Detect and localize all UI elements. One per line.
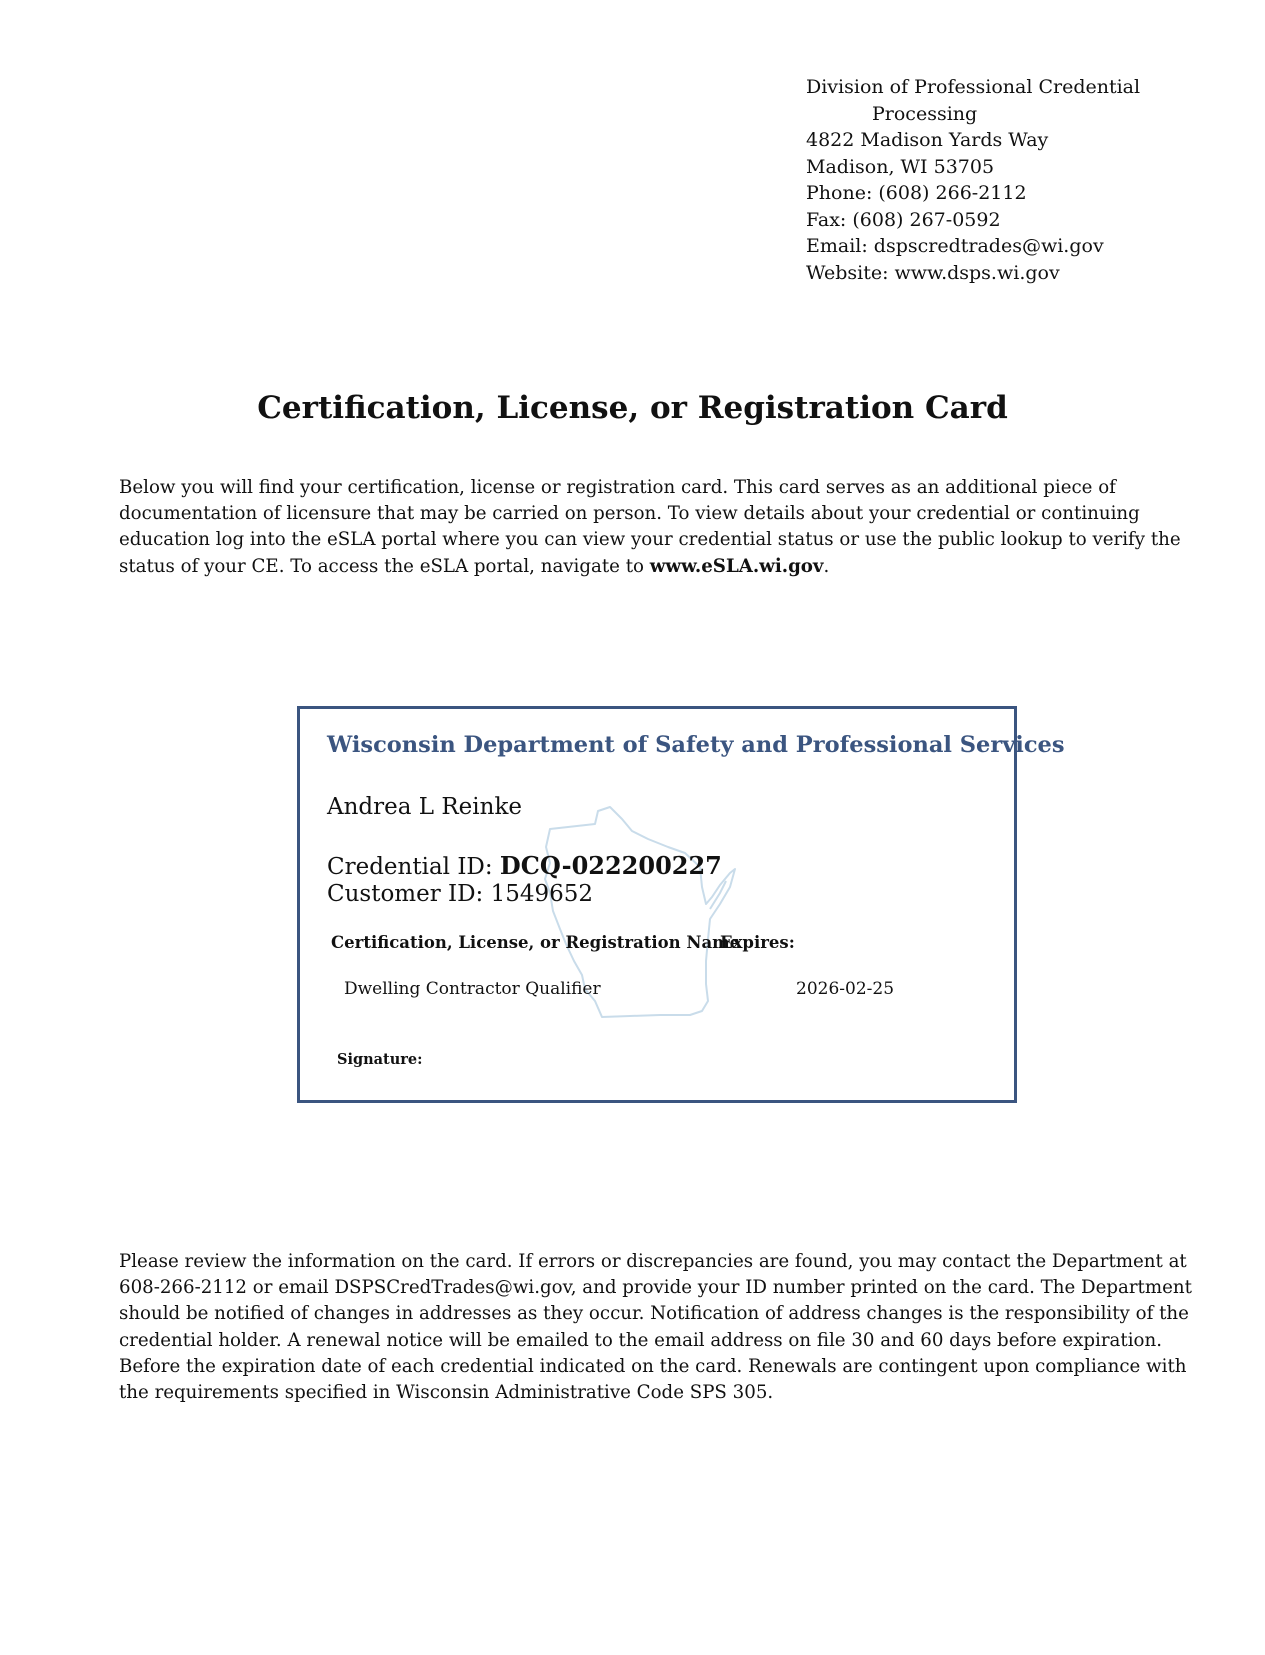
wisconsin-map-icon xyxy=(540,789,755,1039)
closing-paragraph: Please review the information on the card. If errors or discrepancies are found, you may contact the Department at 608-266-2112 or email DSPSCredTrades@wi.gov, and provide your ID number printed on the card. The Department should be notified of changes in addresses as they occur. Notification of address changes is the responsibility of the credential holder. A renewal notice will be emailed to the email address on file 30 and 60 days before expiration. Before the expiration date of each credential indicated on the card. Renewals are contingent upon compliance with the requirements specified in Wisconsin Administrative Code SPS 305. xyxy=(119,1251,1192,1404)
intro-paragraph xyxy=(119,475,1209,580)
credential-name-header: Certification, License, or Registration Name xyxy=(331,933,741,952)
department-address-block xyxy=(806,74,1140,286)
address-line-fax: Fax: (608) 267-0592 xyxy=(806,208,1001,231)
credential-id-label: Credential ID: xyxy=(327,854,500,880)
expires-value: 2026-02-25 xyxy=(796,979,895,999)
page-title: Certification, License, or Registration Card xyxy=(257,390,1008,426)
address-line-street: 4822 Madison Yards Way xyxy=(806,129,1049,151)
customer-id-value: 1549652 xyxy=(490,881,594,907)
credential-name-value: Dwelling Contractor Qualifier xyxy=(344,979,601,999)
expires-header: Expires: xyxy=(720,933,795,952)
intro-end: . xyxy=(823,555,830,577)
card-customer-id xyxy=(327,881,593,907)
intro-text: Below you will find your certification, license or registration card. This card serves as an additional piece of documentation of licensure that may be carried on person. To view details about your credential or continuing education log into the eSLA portal where you can view your credential status or use the public lookup to verify the status of your CE. To access the eSLA portal, navigate to xyxy=(119,477,1181,577)
card-department-name: Wisconsin Department of Safety and Professional Services xyxy=(327,732,1065,758)
address-line-phone: Phone: (608) 266-2112 xyxy=(806,182,1027,204)
card-holder-name: Andrea L Reinke xyxy=(327,794,523,820)
esla-portal-link[interactable]: www.eSLA.wi.gov xyxy=(649,555,824,577)
address-line-email: Email: dspscredtrades@wi.gov xyxy=(806,235,1104,257)
customer-id-label: Customer ID: xyxy=(327,881,491,907)
card-credential-id xyxy=(327,851,722,880)
credential-id-value: DCQ-022200227 xyxy=(499,851,722,880)
address-line-division-cont: Processing xyxy=(872,102,978,125)
address-line-city: Madison, WI 53705 xyxy=(806,155,995,178)
address-line-website: Website: www.dsps.wi.gov xyxy=(806,261,1060,284)
signature-label: Signature: xyxy=(337,1051,423,1068)
credential-card xyxy=(297,706,1065,1103)
address-line-division: Division of Professional Credential xyxy=(806,76,1141,98)
